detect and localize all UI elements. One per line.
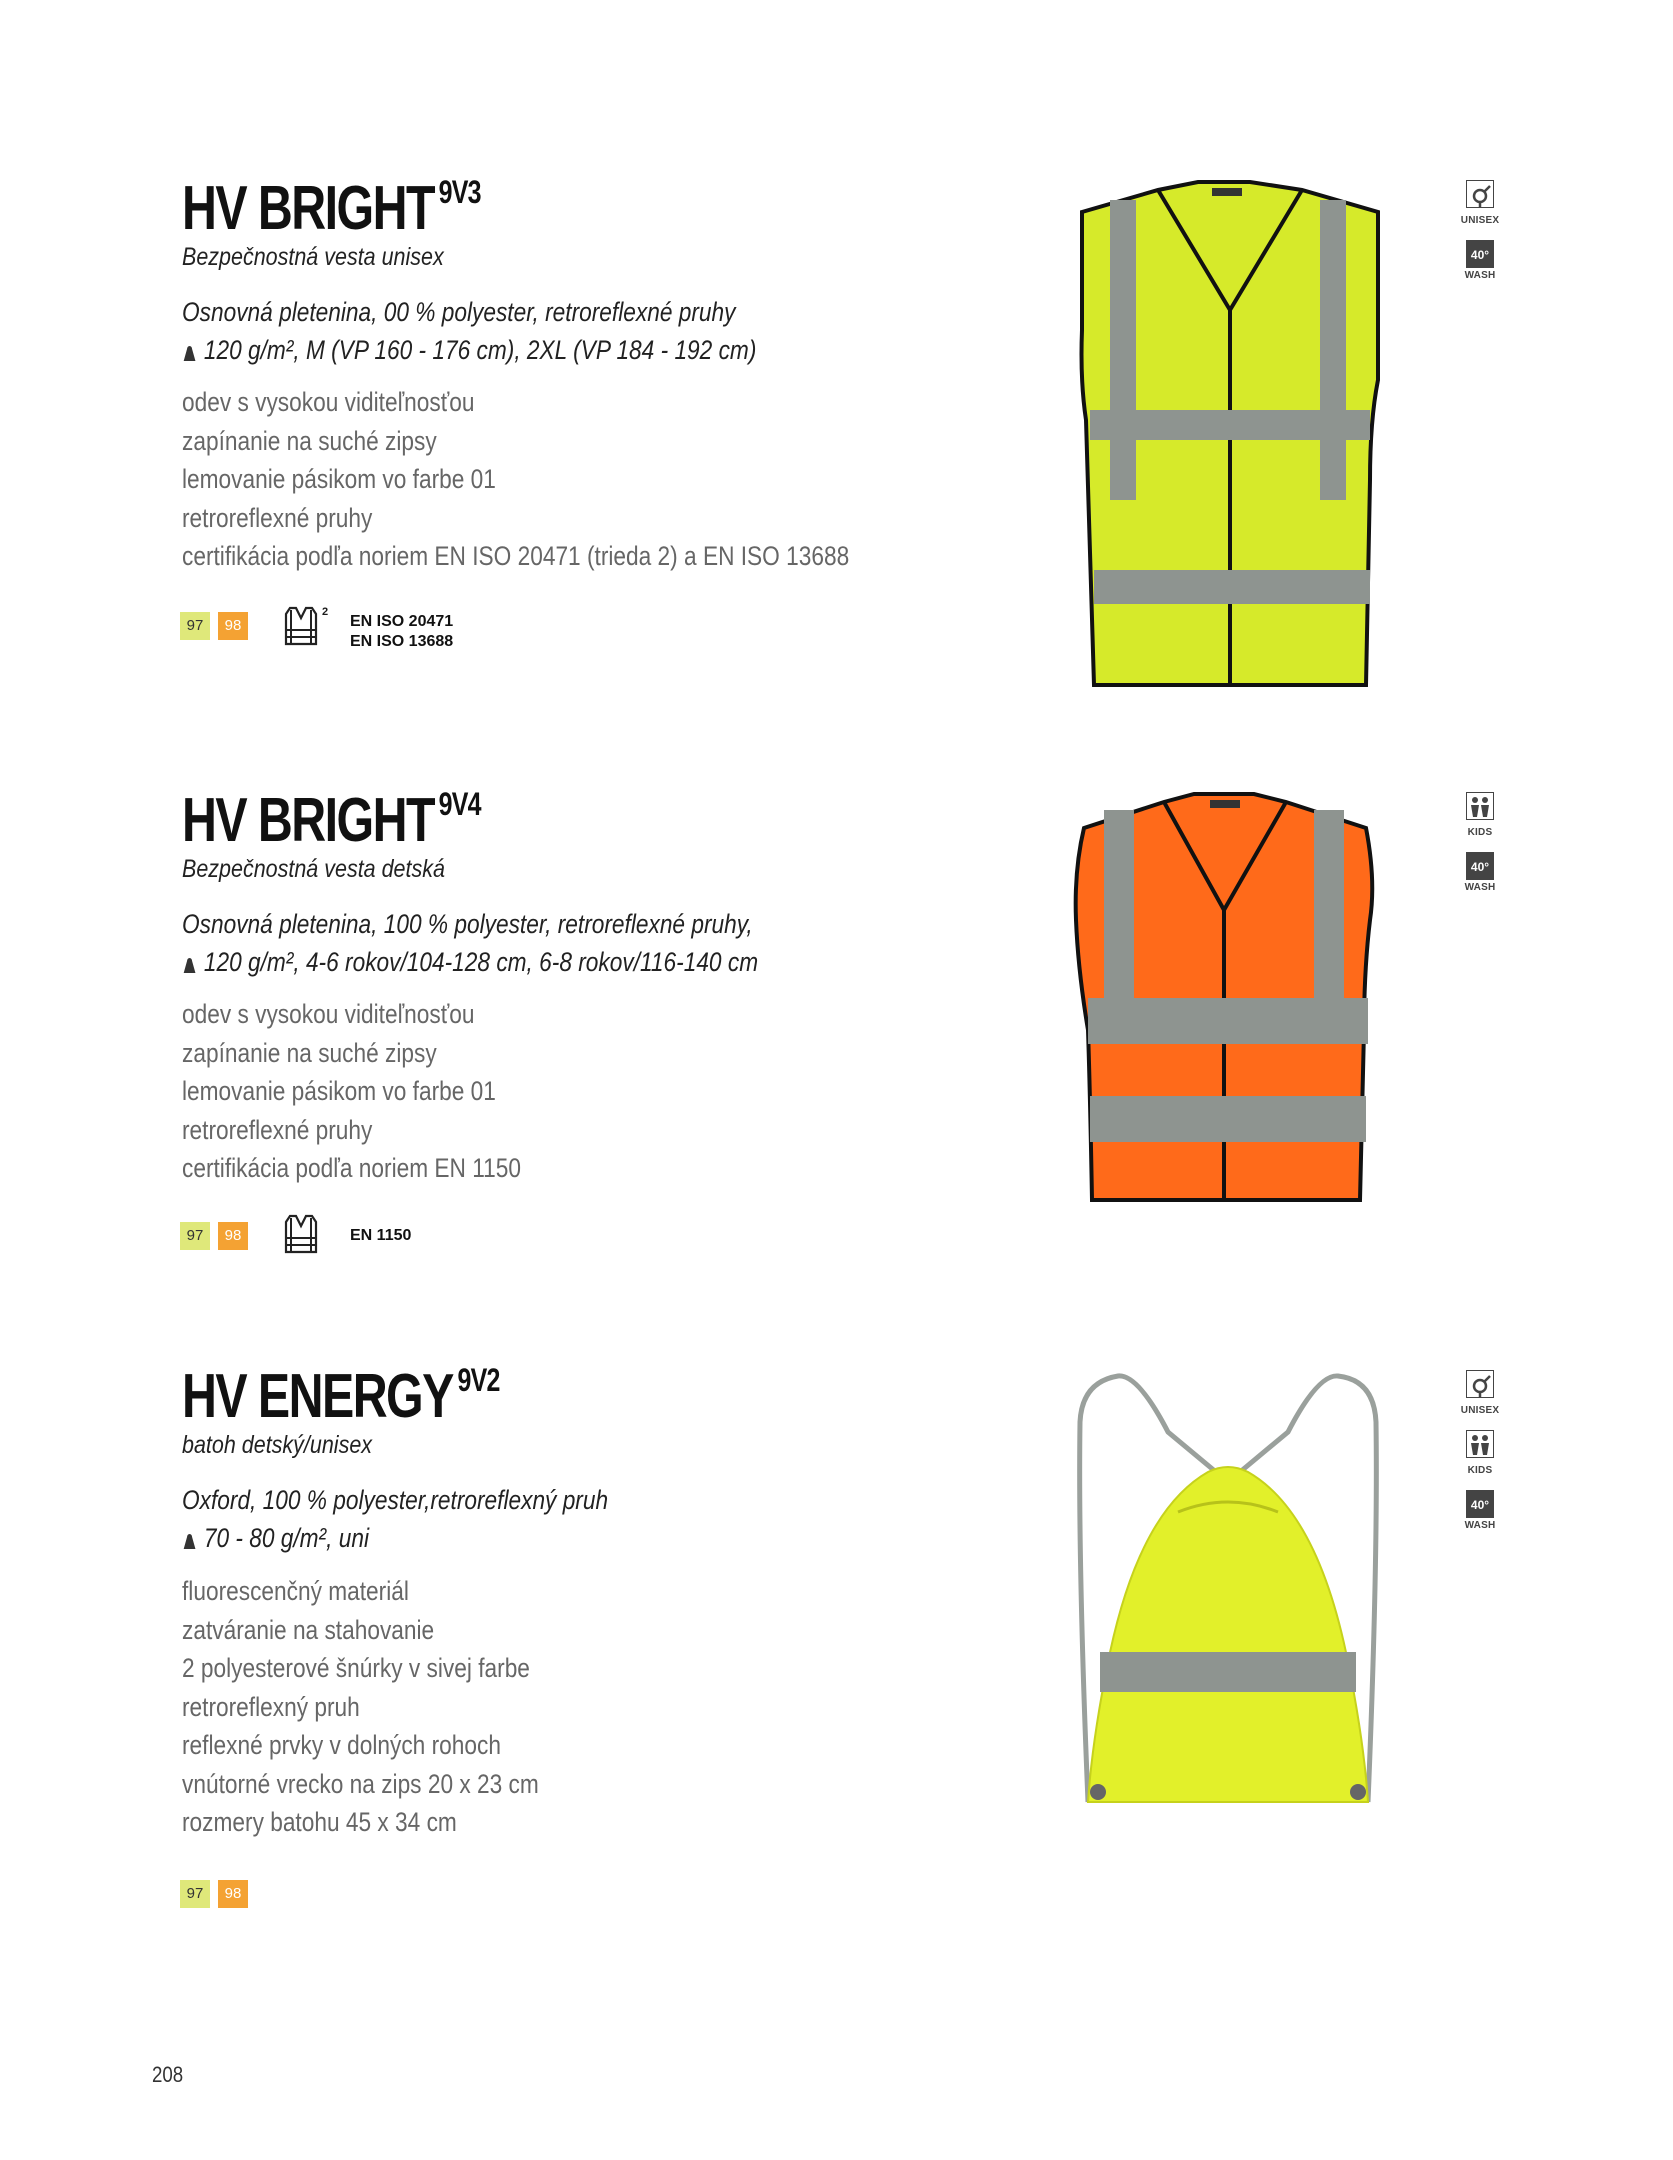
cert-item: EN 1150: [350, 1227, 412, 1244]
product-title: [182, 174, 481, 243]
badge-wash: [1460, 1490, 1500, 1531]
badge-label: WASH: [1464, 1520, 1496, 1531]
feature-item: retroreflexné pruhy: [182, 1114, 373, 1145]
product-name: HV ENERGY: [182, 1362, 453, 1431]
badge-kids: [1460, 792, 1500, 838]
product-material: [182, 293, 756, 369]
unisex-icon: [1466, 1370, 1494, 1398]
kids-icon: [1466, 792, 1494, 820]
feature-item: zapínanie na suché zipsy: [182, 1037, 437, 1068]
feature-item: reflexné prvky v dolných rohoch: [182, 1730, 501, 1760]
kids-icon: [1466, 1430, 1494, 1458]
feature-item: retroreflexné pruhy: [182, 502, 373, 533]
color-swatch-98: 98: [218, 1222, 248, 1250]
wash-temp: 40°: [1470, 1498, 1490, 1512]
feature-list: [182, 1572, 539, 1842]
badge-label: KIDS: [1467, 1465, 1493, 1476]
feature-item: 2 polyesterové šnúrky v sivej farbe: [182, 1653, 530, 1683]
color-swatch-97: 97: [180, 612, 210, 640]
wash-40-icon: [1466, 240, 1494, 268]
feature-list: [182, 995, 521, 1188]
product-subtitle: Bezpečnostná vesta detská: [182, 855, 445, 883]
weight-line: 70 - 80 g/m², uni: [203, 1523, 369, 1553]
hi-vis-vest-icon: [282, 1214, 320, 1254]
product-name: HV BRIGHT: [182, 786, 434, 855]
feature-list: [182, 383, 849, 576]
feature-item: odev s vysokou viditeľnosťou: [182, 999, 475, 1029]
product-material: [182, 1481, 608, 1557]
cert-item: EN ISO 13688: [350, 633, 454, 650]
product-material: [182, 905, 758, 981]
badge-label: WASH: [1464, 270, 1496, 281]
page-number: 208: [152, 2062, 184, 2087]
color-swatch-97: 97: [180, 1222, 210, 1250]
material-line: Oxford, 100 % polyester,retroreflexný pruh: [182, 1485, 609, 1515]
product-name: HV BRIGHT: [182, 174, 434, 243]
weight-icon: [182, 1533, 197, 1549]
color-swatch-98: 98: [218, 1880, 248, 1908]
feature-item: vnútorné vrecko na zips 20 x 23 cm: [182, 1768, 539, 1799]
feature-item: odev s vysokou viditeľnosťou: [182, 387, 475, 417]
feature-item: certifikácia podľa noriem EN ISO 20471 (trieda 2) a EN ISO 13688: [182, 541, 850, 571]
wash-40-icon: [1466, 1490, 1494, 1518]
feature-item: fluorescenčný materiál: [182, 1576, 409, 1606]
product-image-backpack: [1068, 1362, 1388, 1812]
wash-temp: 40°: [1470, 248, 1490, 262]
badge-label: UNISEX: [1460, 1405, 1500, 1416]
cert-list: [350, 1226, 411, 1246]
product-title: [182, 1362, 500, 1431]
feature-item: retroreflexný pruh: [182, 1691, 360, 1722]
wash-40-icon: [1466, 852, 1494, 880]
product-code: 9V4: [438, 786, 481, 822]
badge-wash: [1460, 852, 1500, 893]
product-code: 9V2: [457, 1362, 500, 1398]
weight-icon: [182, 957, 197, 973]
feature-item: rozmery batohu 45 x 34 cm: [182, 1807, 457, 1837]
badge-label: KIDS: [1467, 827, 1493, 838]
cert-class: 2: [322, 606, 329, 618]
cert-item: EN ISO 20471: [350, 613, 454, 630]
weight-icon: [182, 345, 197, 361]
badge-unisex: [1460, 180, 1500, 226]
hi-vis-vest-icon: [282, 606, 320, 646]
product-subtitle: Bezpečnostná vesta unisex: [182, 243, 444, 271]
weight-line: 120 g/m², 4-6 rokov/104-128 cm, 6-8 rokov/116-140 cm: [203, 947, 759, 977]
product-title: [182, 786, 481, 855]
unisex-icon: [1466, 180, 1494, 208]
wash-temp: 40°: [1470, 860, 1490, 874]
feature-item: zapínanie na suché zipsy: [182, 425, 437, 456]
color-swatch-97: 97: [180, 1880, 210, 1908]
feature-item: certifikácia podľa noriem EN 1150: [182, 1153, 522, 1183]
feature-item: zatváranie na stahovanie: [182, 1614, 435, 1645]
product-image-orange-vest: [1064, 790, 1384, 1210]
feature-item: lemovanie pásikom vo farbe 01: [182, 464, 496, 494]
color-swatch-98: 98: [218, 612, 248, 640]
badge-wash: [1460, 240, 1500, 281]
product-code: 9V3: [438, 174, 481, 210]
badge-kids: [1460, 1430, 1500, 1476]
badge-label: WASH: [1464, 882, 1496, 893]
cert-list: [350, 612, 453, 652]
product-subtitle: batoh detský/unisex: [182, 1431, 373, 1459]
material-line: Osnovná pletenina, 100 % polyester, retroreflexné pruhy,: [182, 909, 753, 939]
weight-line: 120 g/m², M (VP 160 - 176 cm), 2XL (VP 184 - 192 cm): [203, 335, 757, 365]
badge-unisex: [1460, 1370, 1500, 1416]
material-line: Osnovná pletenina, 00 % polyester, retroreflexné pruhy: [182, 297, 736, 327]
product-image-yellow-vest: [1070, 180, 1390, 700]
feature-item: lemovanie pásikom vo farbe 01: [182, 1076, 496, 1106]
badge-label: UNISEX: [1460, 215, 1500, 226]
